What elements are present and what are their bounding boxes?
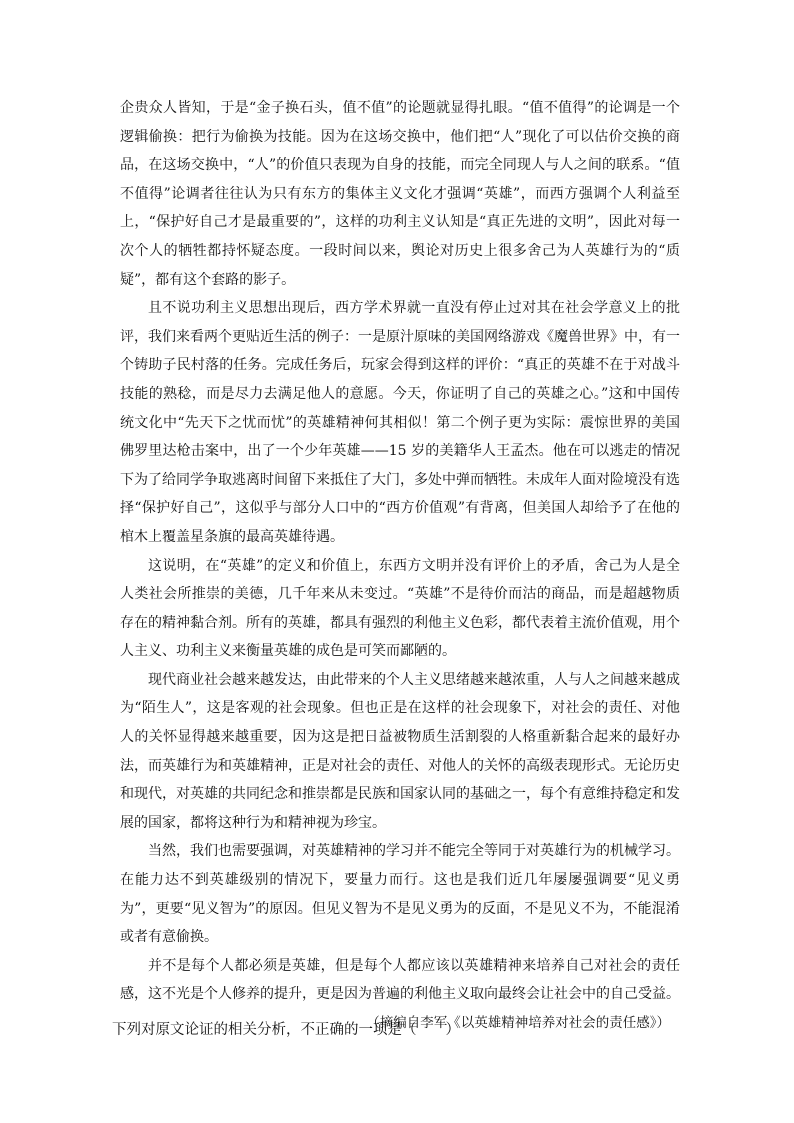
paragraph-5: 当然，我们也需要强调，对英雄精神的学习并不能完全等同于对英雄行为的机械学习。在能力达不到英雄级别的情况下，要量力而行。这也是我们近几年屡屡强调要“见义勇为”，更要“见义智为”的原因。但见义智为不是见义勇为的反面，不是见义不为，不能混淆或者有意偷换。 bbox=[120, 843, 680, 946]
paragraph-1: 企贵众人皆知，于是“金子换石头，值不值”的论题就显得扎眼。“值不值得”的论调是一个逻辑偷换：把行为偷换为技能。因为在这场交换中，他们把“人”现化了可以估价交换的商品，在这场交换中，“人”的价值只表现为自身的技能，而完全同现人与人之间的联系。“值不值得”论调者往往认为只有东方的集体主义文化才强调“英雄”，而西方强调个人利益至上，“保护好自己才是最重要的”，这样的功利主义认知是“真正先进的文明”，因此对每一次个人的牺牲都持怀疑态度。一段时间以来，舆论对历史上很多舍己为人英雄行为的“质疑”，都有这个套路的影子。 bbox=[120, 100, 680, 288]
question-stem: 下列对原文论证的相关分析，不正确的一项是（ ） bbox=[112, 1022, 460, 1038]
paragraph-3: 这说明，在“英雄”的定义和价值上，东西方文明并没有评价上的矛盾，舍己为人是全人类社会所推崇的美德，几千年来从未变过。“英雄”不是待价而沽的商品，而是超越物质存在的精神黏合剂。所有的英雄，都具有强烈的利他主义色彩，都代表着主流价值观，用个人主义、功利主义来衡量英雄的成色是可笑而鄙陋的。 bbox=[120, 557, 680, 660]
paragraph-6: 并不是每个人都必须是英雄，但是每个人都应该以英雄精神来培养自己对社会的责任感，这不光是个人修养的提升，更是因为普遍的利他主义取向最终会让社会中的自己受益。 bbox=[120, 957, 680, 1003]
paragraph-4: 现代商业社会越来越发达，由此带来的个人主义思绪越来越浓重，人与人之间越来越成为“陌生人”，这是客观的社会现象。但也正是在这样的社会现象下，对社会的责任、对他人的关怀显得越来越重要，因为这是把日益被物质生活割裂的人格重新黏合起来的最好办法，而英雄行为和英雄精神，正是对社会的责任、对他人的关怀的高级表现形式。无论历史和现代，对英雄的共同纪念和推崇都是民族和国家认同的基础之一，每个有意维持稳定和发展的国家，都将这种行为和精神视为珍宝。 bbox=[120, 671, 680, 831]
article-body bbox=[120, 94, 680, 1038]
paragraph-2: 且不说功利主义思想出现后，西方学术界就一直没有停止过对其在社会学意义上的批评，我们来看两个更贴近生活的例子：一是原汁原味的美国网络游戏《魔兽世界》中，有一个铸助子民村落的任务。完成任务后，玩家会得到这样的评价：“真正的英雄不在于对战斗技能的熟稔，而是尽力去满足他人的意愿。今天，你证明了自己的英雄之心。”这和中国传统文化中“先天下之忧而忧”的英雄精神何其相似！第二个例子更为实际：震惊世界的美国佛罗里达枪击案中，出了一个少年英雄——15 岁的美籍华人王孟杰。他在可以逃走的情况下为了给同学争取逃离时间留下来抵住了大门，多处中弹而牺牲。未成年人面对险境没有选择“保护好自己”，这似乎与部分人口中的“西方价值观”有背离，但美国人却给予了在他的棺木上覆盖星条旗的最高英雄待遇。 bbox=[120, 300, 680, 545]
source-citation: （摘编自李军《以英雄精神培养对社会的责任感》） bbox=[366, 1015, 670, 1031]
